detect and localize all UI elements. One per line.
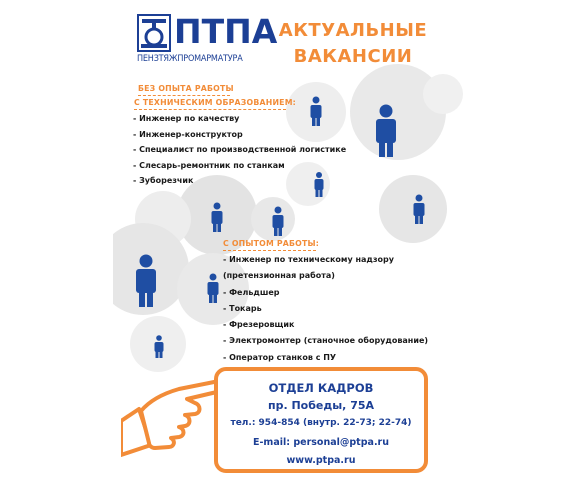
- list-item: - Оператор станков с ПУ: [223, 352, 337, 362]
- list-item: - Слесарь-ремонтник по станкам: [133, 160, 285, 170]
- section1-divider-1: [138, 95, 230, 96]
- list-item: - Инженер по техническому надзору: [223, 255, 394, 264]
- list-item: - Фельдшер: [223, 287, 280, 297]
- section1-title-1: БЕЗ ОПЫТА РАБОТЫ: [138, 84, 234, 93]
- heading-line-1: АКТУАЛЬНЫЕ: [278, 20, 428, 41]
- heading-line-2: ВАКАНСИИ: [293, 46, 413, 67]
- logo-subtitle: ПЕНЗТЯЖПРОМАРМАТУРА: [137, 54, 243, 64]
- list-item: - Зуборезчик: [133, 176, 194, 186]
- contact-email[interactable]: E-mail: personal@ptpa.ru: [252, 437, 389, 448]
- list-item: - Электромонтер (станочное оборудование): [223, 336, 429, 346]
- section2-divider: [223, 250, 316, 251]
- contact-address: пр. Победы, 75А: [267, 399, 375, 412]
- contact-website[interactable]: www.ptpa.ru: [286, 455, 356, 466]
- contact-box: [214, 367, 428, 473]
- list-item: - Инженер-конструктор: [133, 129, 243, 139]
- section1-list: [133, 111, 346, 189]
- bg-circle: [423, 74, 463, 114]
- contact-department: ОТДЕЛ КАДРОВ: [268, 381, 374, 395]
- list-item: - Токарь: [223, 303, 262, 313]
- section2-title: С ОПЫТОМ РАБОТЫ:: [223, 239, 320, 248]
- bg-circle: [379, 175, 447, 243]
- section2-list: [223, 252, 428, 366]
- section1-divider-2: [134, 109, 286, 110]
- poster-heading: [268, 18, 438, 70]
- section1-title-2: С ТЕХНИЧЕСКИМ ОБРАЗОВАНИЕМ:: [134, 98, 296, 107]
- list-item: - Инженер по качеству: [133, 114, 240, 123]
- list-item: - Фрезеровщик: [223, 320, 295, 330]
- valve-emblem-icon: [137, 14, 171, 52]
- vacancies-poster: [113, 4, 466, 478]
- list-item: - Специалист по производственной логистике: [133, 145, 347, 155]
- list-item: (претензионная работа): [223, 271, 335, 281]
- contact-phone: тел.: 954-854 (внутр. 22-73; 22-74): [230, 418, 412, 428]
- company-logo: [137, 12, 278, 66]
- logo-name: ПТПА: [174, 12, 278, 51]
